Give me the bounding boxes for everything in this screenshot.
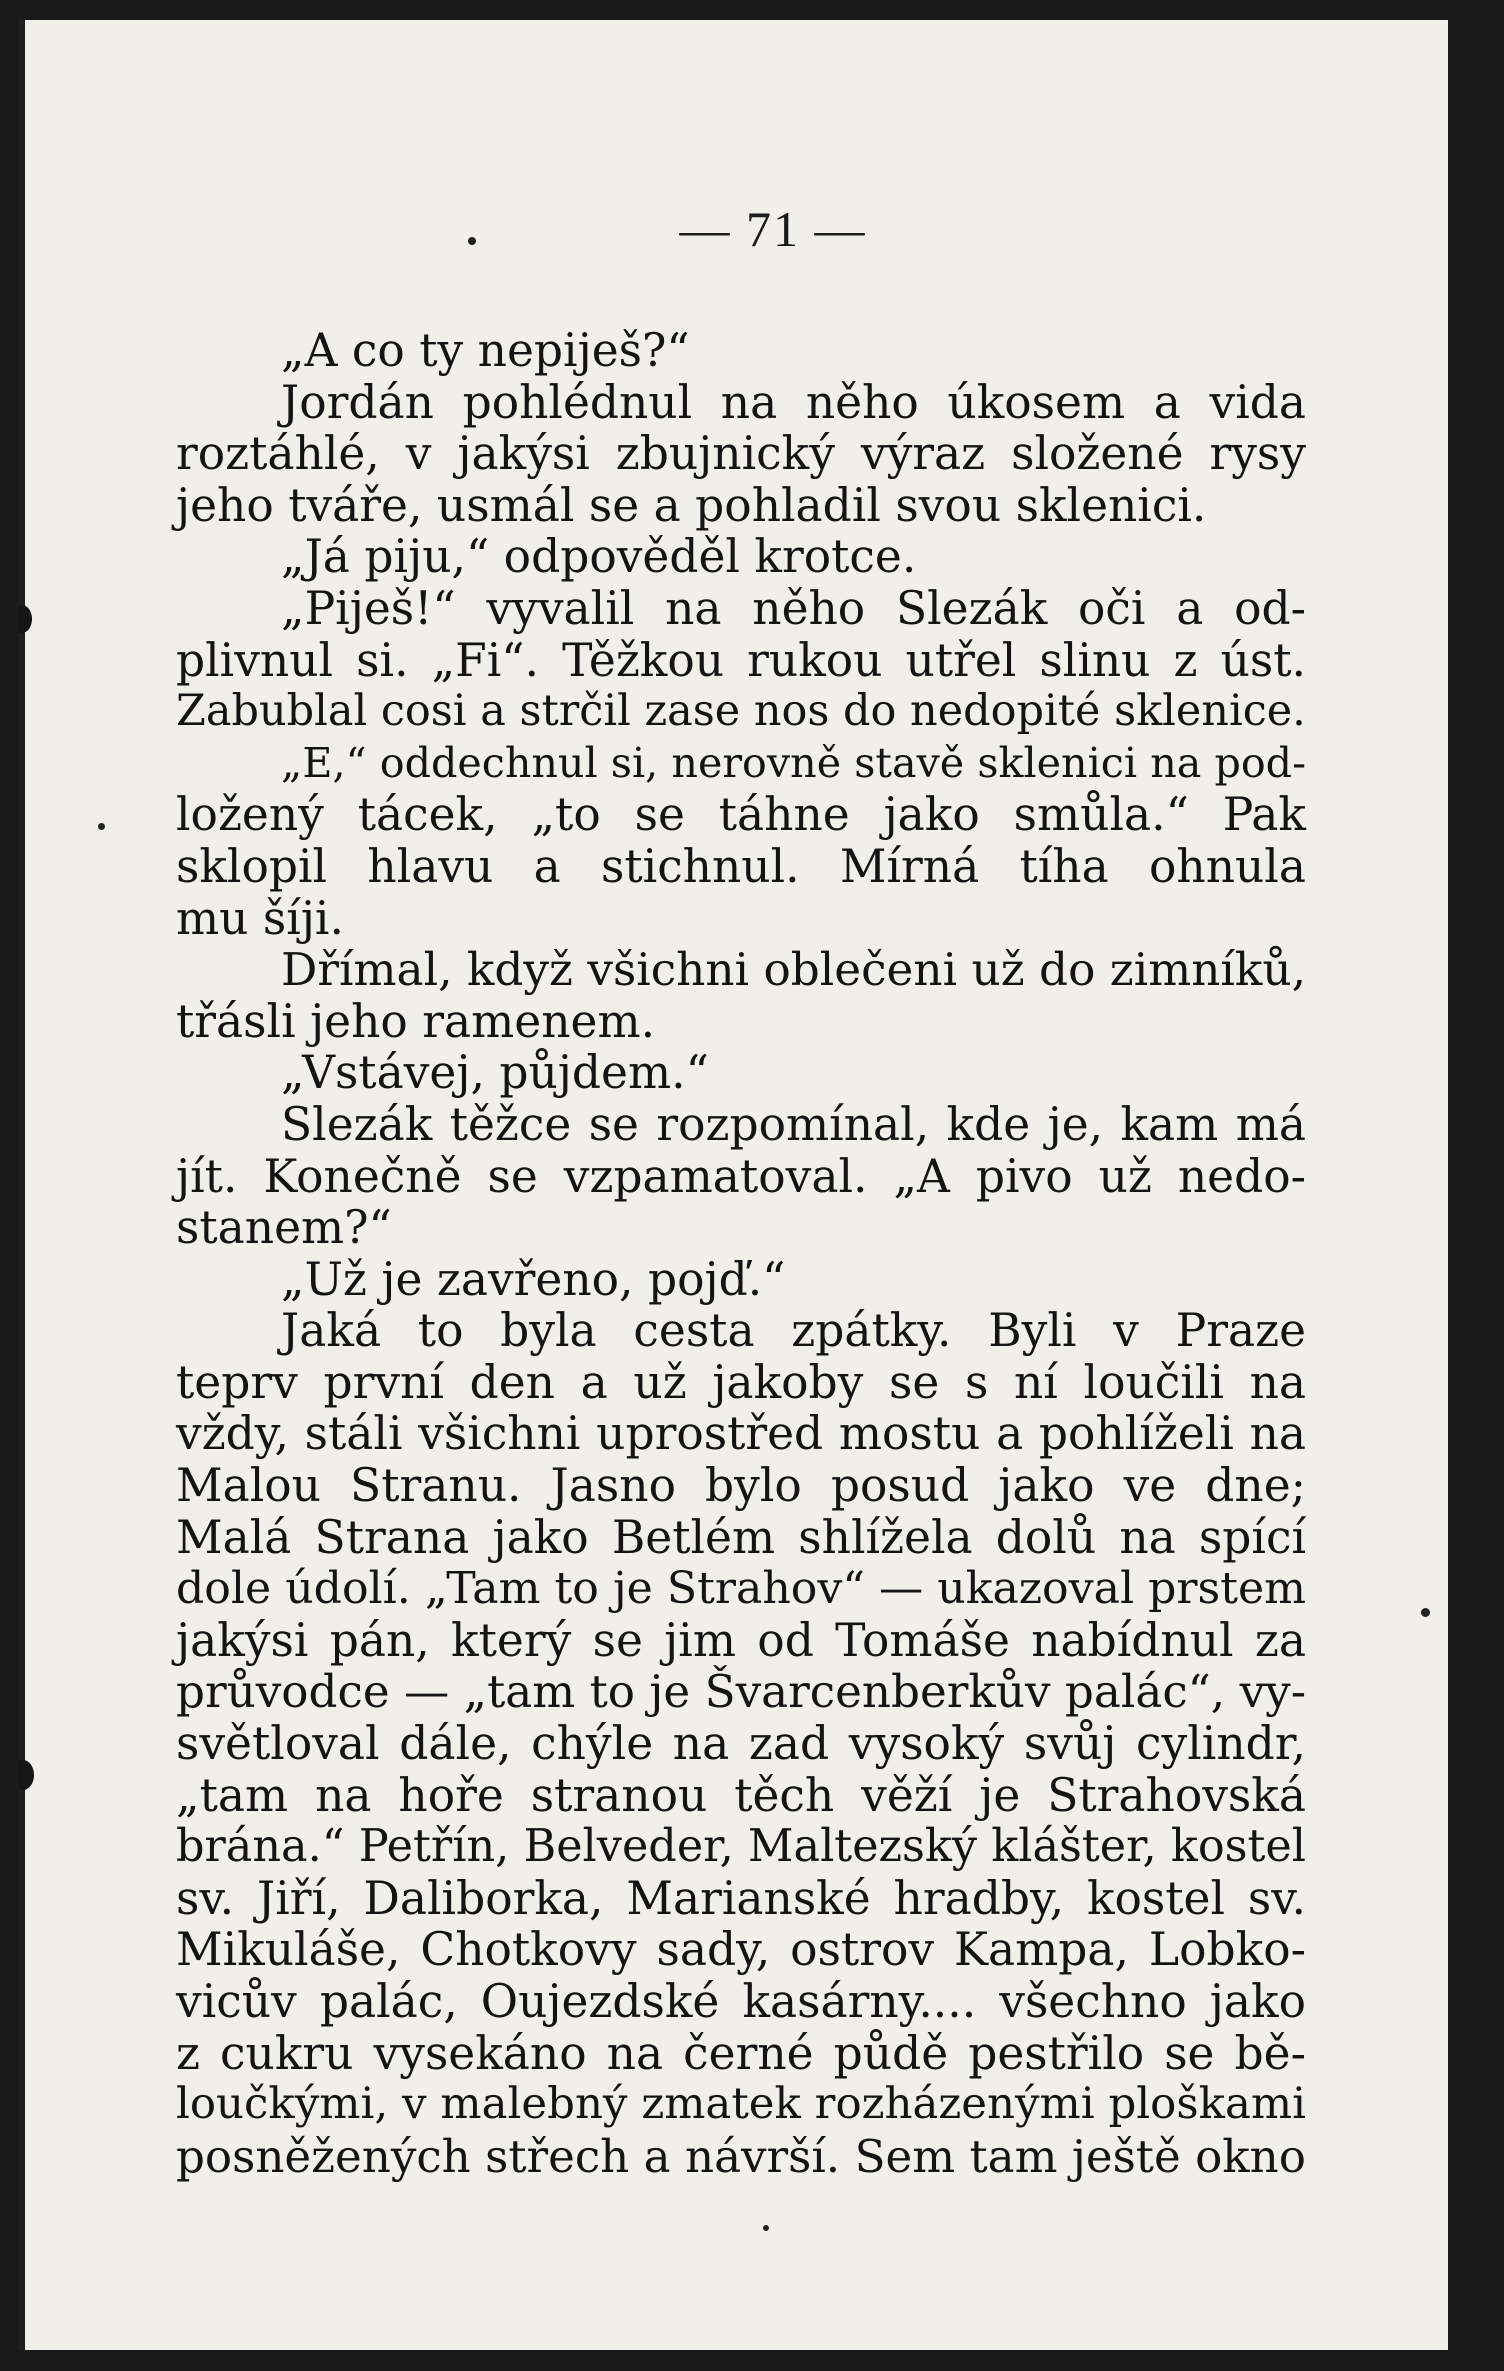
print-speck: [98, 823, 105, 830]
page-number: — 71 —: [679, 201, 867, 257]
text-line: Slezák těžce se rozpomínal, kde je, kam má: [281, 1097, 1306, 1151]
text-line: vždy, stáli všichni uprostřed mostu a pohlíželi na: [176, 1407, 1306, 1461]
text-line: Mikuláše, Chotkovy sady, ostrov Kampa, Lobko-: [176, 1923, 1306, 1977]
body-text: [176, 325, 1306, 2182]
text-line: stanem?“: [176, 1201, 392, 1255]
text-line: jeho tváře, usmál se a pohladil svou sklenici.: [176, 478, 1207, 532]
text-line: „A co ty nepiješ?“: [281, 324, 690, 377]
text-line: z cukru vysekáno na černé půdě pestřilo se bě-: [176, 2026, 1306, 2080]
text-line: mu šíji.: [176, 891, 344, 945]
ink-blot: [18, 1760, 34, 1790]
text-line: Jaká to byla cesta zpátky. Byli v Praze: [281, 1304, 1306, 1358]
text-line: „tam na hoře stranou těch věží je Strahovská: [176, 1768, 1306, 1822]
text-line: brána.“ Petřín, Belveder, Maltezský klášter, kostel: [176, 1820, 1306, 1873]
text-line: „Vstávej, půjdem.“: [281, 1046, 709, 1100]
text-line: roztáhlé, v jakýsi zbujnický výraz složené rysy: [176, 427, 1306, 481]
text-line: sklopil hlavu a stichnul. Mírná tíha ohnula: [176, 839, 1306, 893]
text-line: ložený tácek, „to se táhne jako smůla.“ Pak: [176, 788, 1306, 842]
text-line: „Piješ!“ vyvalil na něho Slezák oči a od-: [281, 581, 1306, 635]
ink-blot: [18, 605, 32, 633]
print-speck: [1421, 1608, 1430, 1617]
text-line: Malá Strana jako Betlém shlížela dolů na spící: [176, 1510, 1306, 1564]
text-line: Dřímal, když všichni oblečeni už do zimníků,: [281, 943, 1306, 997]
text-line: sv. Jiří, Daliborka, Marianské hradby, kostel sv.: [176, 1871, 1306, 1925]
text-line: světloval dále, chýle na zad vysoký svůj cylindr,: [176, 1717, 1306, 1771]
text-line: jít. Konečně se vzpamatoval. „A pivo už nedo-: [176, 1149, 1306, 1203]
book-page: [18, 20, 1448, 2350]
text-line: plivnul si. „Fi“. Těžkou rukou utřel slinu z úst.: [176, 633, 1306, 687]
text-line: průvodce — „tam to je Švarcenberkův palác“, vy-: [176, 1665, 1306, 1719]
text-line: loučkými, v malebný zmatek rozházenými ploškami: [176, 2079, 1306, 2130]
text-line: posněžených střech a návrší. Sem tam ještě okno: [176, 2129, 1306, 2183]
text-line: „Já piju,“ odpověděl krotce.: [281, 530, 917, 584]
text-line: jakýsi pán, který se jim od Tomáše nabídnul za: [176, 1613, 1306, 1667]
text-line: „E,“ oddechnul si, nerovně stavě sklenici na pod-: [281, 738, 1306, 787]
text-line: vicův palác, Oujezdské kasárny.... všechno jako: [176, 1975, 1306, 2028]
print-speck: [763, 2225, 769, 2231]
text-line: Zabublal cosi a strčil zase nos do nedopité sklenice.: [176, 686, 1306, 737]
text-line: Malou Stranu. Jasno bylo posud jako ve dne;: [176, 1459, 1306, 1513]
text-line: Jordán pohlédnul na něho úkosem a vida: [281, 375, 1306, 429]
text-line: dole údolí. „Tam to je Strahov“ — ukazoval prstem: [176, 1563, 1306, 1615]
text-line: třásli jeho ramenem.: [176, 994, 656, 1048]
text-line: „Už je zavřeno, pojď.“: [281, 1252, 786, 1306]
text-line: teprv první den a už jakoby se s ní loučili na: [176, 1355, 1306, 1409]
page-binding-edge: [18, 20, 25, 2350]
